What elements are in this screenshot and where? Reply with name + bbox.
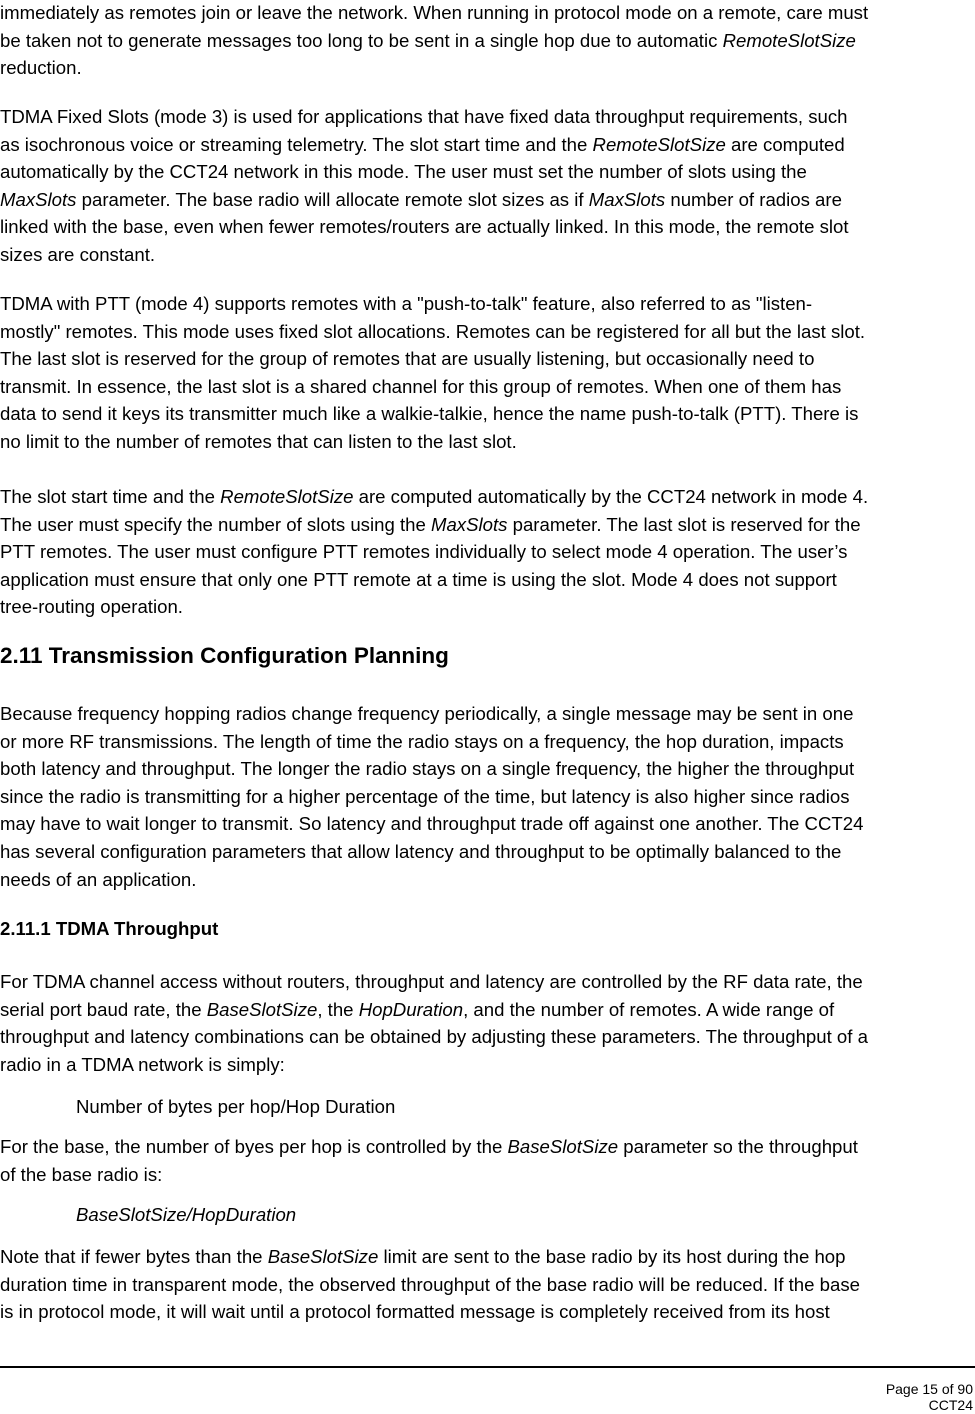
text-line: sizes are constant. bbox=[0, 243, 156, 265]
text-line: may have to wait longer to transmit. So latency and throughput trade off against one another. The CCT24 bbox=[0, 813, 864, 835]
text-line: immediately as remotes join or leave the network. When running in protocol mode on a remote, care must bbox=[0, 2, 869, 23]
text-line: MaxSlots parameter. The base radio will allocate remote slot sizes as if MaxSlots number of radios are bbox=[0, 188, 842, 210]
paragraph-tdma-throughput bbox=[0, 968, 975, 1078]
text-line: be taken not to generate messages too long to be sent in a single hop due to automatic RemoteSlotSize bbox=[0, 29, 856, 51]
text-line: TDMA Fixed Slots (mode 3) is used for applications that have fixed data throughput requirements, such bbox=[0, 106, 848, 127]
param-baseslotsize: BaseSlotSize bbox=[267, 1246, 379, 1267]
text-line: no limit to the number of remotes that can listen to the last slot. bbox=[0, 430, 517, 452]
param-baseslotsize: BaseSlotSize bbox=[507, 1136, 619, 1157]
section-heading-2-11: 2.11 Transmission Configuration Planning bbox=[0, 643, 449, 668]
formula-base-slot-over-hop: BaseSlotSize/HopDuration bbox=[76, 1204, 297, 1225]
text-line: For the base, the number of byes per hop is controlled by the BaseSlotSize parameter so the throughput bbox=[0, 1136, 858, 1157]
text-line: Note that if fewer bytes than the BaseSlotSize limit are sent to the base radio by its host during the hop bbox=[0, 1246, 846, 1267]
text-line: throughput and latency combinations can be obtained by adjusting these parameters. The throughput of a bbox=[0, 1026, 868, 1048]
text-line: application must ensure that only one PTT remote at a time is using the slot. Mode 4 does not support bbox=[0, 568, 837, 590]
text-line: radio in a TDMA network is simply: bbox=[0, 1053, 285, 1075]
text-line: For TDMA channel access without routers, throughput and latency are controlled by the RF data rate, the bbox=[0, 971, 863, 992]
paragraph-tdma-fixed-slots bbox=[0, 103, 975, 269]
text-line: The slot start time and the RemoteSlotSize are computed automatically by the CCT24 network in mode 4. bbox=[0, 486, 869, 507]
text-line: needs of an application. bbox=[0, 868, 197, 890]
footer-page-number: Page 15 of 90 bbox=[885, 1381, 973, 1397]
text-line: both latency and throughput. The longer the radio stays on a single frequency, the higher the throughput bbox=[0, 758, 855, 780]
text-line: linked with the base, even when fewer remotes/routers are actually linked. In this mode, the remote slot bbox=[0, 216, 849, 238]
text-line: is in protocol mode, it will wait until a protocol formatted message is completely received from its host bbox=[0, 1301, 830, 1323]
formula-bytes-per-hop: Number of bytes per hop/Hop Duration bbox=[76, 1096, 396, 1117]
paragraph-protocol-mode bbox=[0, 0, 975, 82]
text-line: The user must specify the number of slots using the MaxSlots parameter. The last slot is reserved for the bbox=[0, 513, 861, 535]
text-line: automatically by the CCT24 network in this mode. The user must set the number of slots using the bbox=[0, 161, 807, 183]
text-line: TDMA with PTT (mode 4) supports remotes with a "push-to-talk" feature, also referred to as "listen- bbox=[0, 293, 813, 314]
text-line: serial port baud rate, the BaseSlotSize, the HopDuration, and the number of remotes. A wide range of bbox=[0, 998, 835, 1020]
param-remoteslotsize: RemoteSlotSize bbox=[722, 29, 856, 51]
param-hopduration: HopDuration bbox=[358, 998, 464, 1020]
param-maxslots: MaxSlots bbox=[0, 188, 77, 210]
text-line: mostly" remotes. This mode uses fixed slot allocations. Remotes can be registered for all but the last slot. bbox=[0, 320, 866, 342]
text-line: The last slot is reserved for the group of remotes that are usually listening, but occasionally need to bbox=[0, 348, 815, 370]
paragraph-mode4-slots bbox=[0, 483, 975, 621]
text-line: Because frequency hopping radios change frequency periodically, a single message may be sent in one bbox=[0, 703, 854, 724]
text-line: since the radio is transmitting for a higher percentage of the time, but latency is also higher since radios bbox=[0, 785, 850, 807]
text-line: duration time in transparent mode, the observed throughput of the base radio will be reduced. If the base bbox=[0, 1273, 860, 1295]
paragraph-tdma-ptt bbox=[0, 290, 975, 456]
text-line: or more RF transmissions. The length of time the radio stays on a frequency, the hop duration, impacts bbox=[0, 730, 844, 752]
text-line: data to send it keys its transmitter much like a walkie-talkie, hence the name push-to-talk (PTT). There is bbox=[0, 403, 859, 425]
param-baseslotsize: BaseSlotSize bbox=[206, 998, 318, 1020]
text-line: as isochronous voice or streaming telemetry. The slot start time and the RemoteSlotSize are computed bbox=[0, 133, 845, 155]
text-line: PTT remotes. The user must configure PTT remotes individually to select mode 4 operation. The user’s bbox=[0, 541, 848, 563]
paragraph-note-fewer-bytes bbox=[0, 1243, 975, 1326]
text-line: has several configuration parameters that allow latency and throughput to be optimally balanced to the bbox=[0, 840, 842, 862]
paragraph-frequency-hopping bbox=[0, 700, 975, 893]
param-maxslots: MaxSlots bbox=[588, 188, 666, 210]
param-remoteslotsize: RemoteSlotSize bbox=[220, 486, 354, 507]
text-line: reduction. bbox=[0, 57, 82, 79]
text-line: tree-routing operation. bbox=[0, 596, 183, 618]
paragraph-base-throughput bbox=[0, 1133, 975, 1188]
section-heading-2-11-1: 2.11.1 TDMA Throughput bbox=[0, 918, 219, 939]
param-maxslots: MaxSlots bbox=[430, 513, 508, 535]
param-remoteslotsize: RemoteSlotSize bbox=[592, 133, 726, 155]
text-line: transmit. In essence, the last slot is a shared channel for this group of remotes. When one of them has bbox=[0, 375, 842, 397]
text-line: of the base radio is: bbox=[0, 1163, 163, 1185]
footer-doc-name: CCT24 bbox=[928, 1397, 973, 1413]
footer-divider bbox=[0, 1366, 975, 1368]
